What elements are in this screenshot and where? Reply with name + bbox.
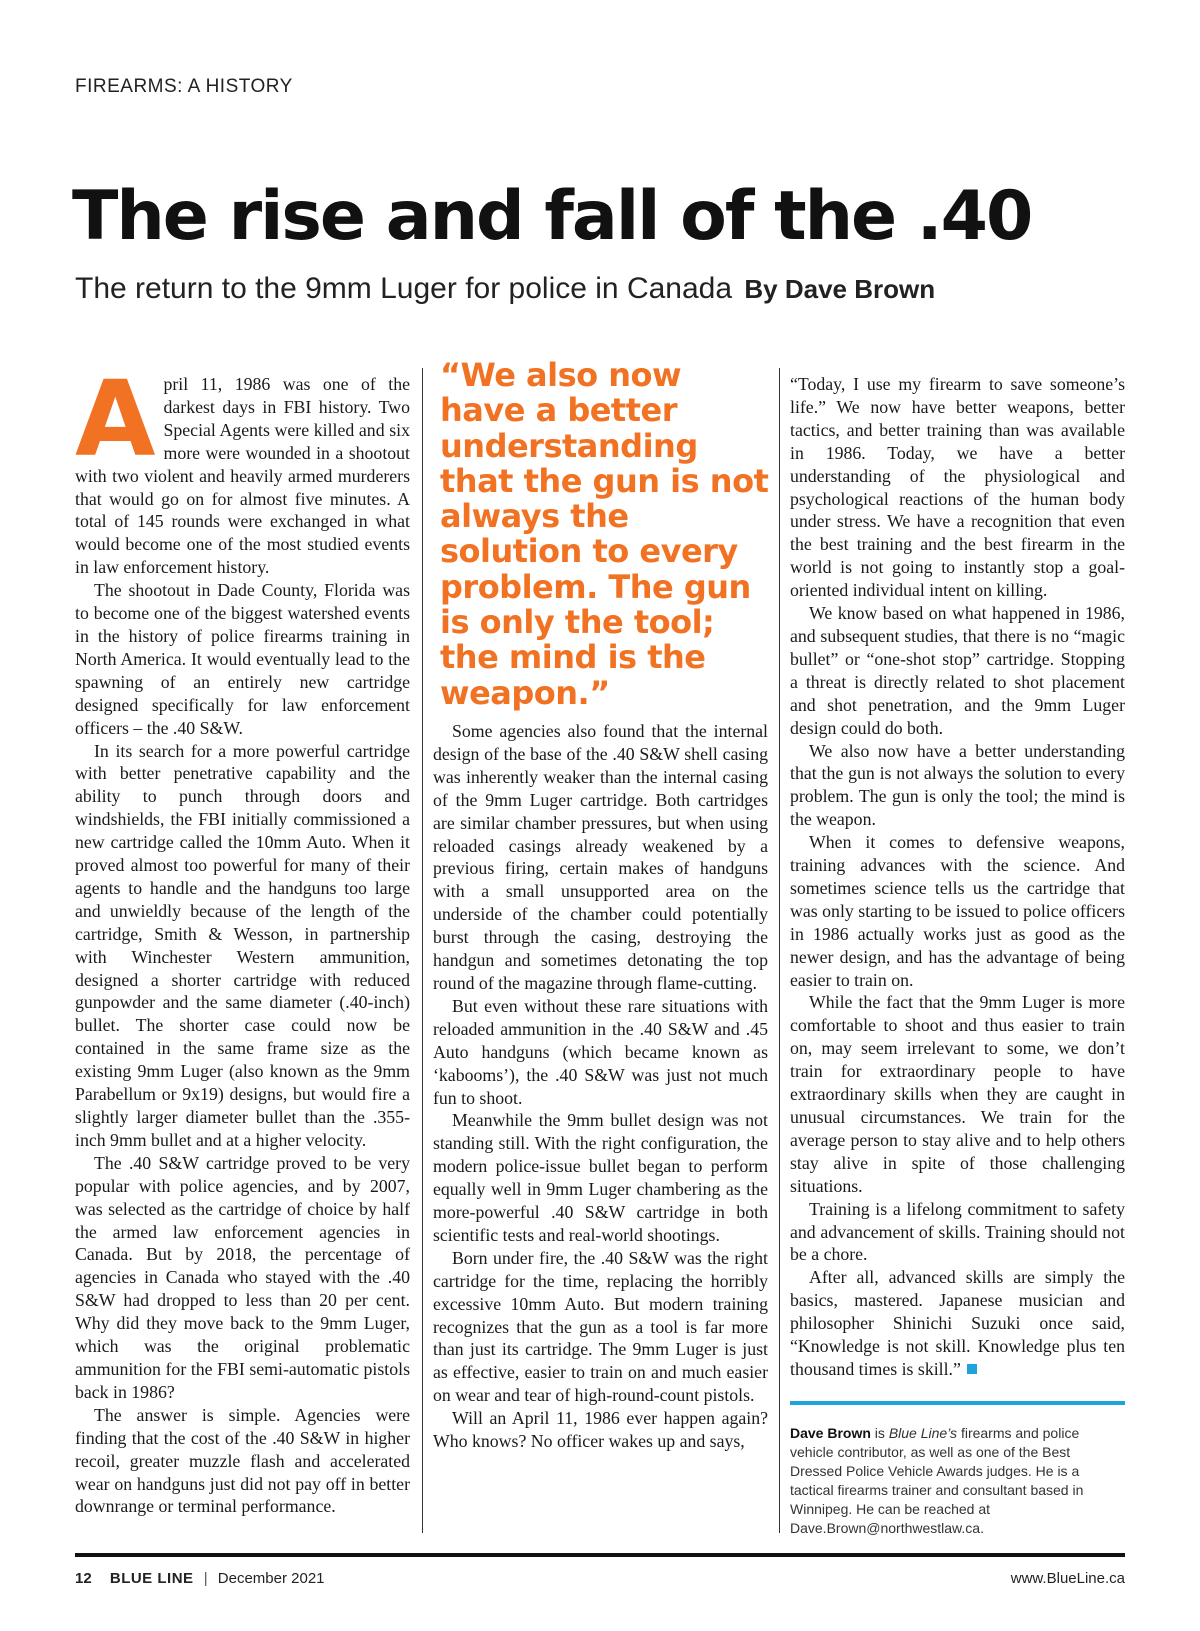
article-paragraph: In its search for a more powerful cartridge with better penetrative capability and the ability to punch through doors and windshields, the FBI initially commissioned a new cartridge called the 10mm Auto. When it proved almost too powerful for many of their agents to handle and the handguns too large and unwieldly because of the length of the cartridge, Smith & Wesson, in partnership with Winchester Western ammunition, designed a shorter cartridge with reduced gunpowder and the same diameter (.40-inch) bullet. The shorter case could now be contained in the same frame size as the existing 9mm Luger (also known as the 9mm Parabellum or 9x19) designs, but would fire a slightly larger diameter bullet than the .355-inch 9mm bullet and at a higher velocity. <box>75 740 410 1150</box>
bio-publication: Blue Line’s <box>888 1425 958 1441</box>
article-paragraph: We also now have a better understanding that the gun is not always the solution to every problem. The gun is only the tool; the mind is the weapon. <box>790 740 1125 830</box>
article-paragraph <box>75 358 410 579</box>
section-label: FIREARMS: A HISTORY <box>75 76 293 97</box>
bio-divider <box>790 1401 1125 1405</box>
article-paragraph: Meanwhile the 9mm bullet design was not standing still. With the right configuration, the modern police-issue bullet began to perform equally well in 9mm Luger chambering as the more-powerful .40 S&W cartridge in both scientific tests and real-world shootings. <box>433 1110 768 1245</box>
article-paragraph: Will an April 11, 1986 ever happen again? Who knows? No officer wakes up and says, <box>433 1408 768 1452</box>
article-column-3 <box>790 373 1125 1381</box>
page-number: 12 <box>75 1570 92 1587</box>
article-paragraph: The shootout in Dade County, Florida was to become one of the biggest watershed events in the history of police firearms training in North America. It would eventually lead to the spawning of an entirely new cartridge designed specifically for law enforcement officers – the .40 S&W. <box>75 580 410 738</box>
article-paragraph: “Today, I use my firearm to save someone’s life.” We now have better weapons, better tactics, and better training than was available in 1986. Today, we have a better understanding of the physiological and psychological reactions of the human body under stress. We have a recognition that even the best training and the best firearm in the world is not going to instantly stop a goal-oriented individual intent on killing. <box>790 374 1125 601</box>
article-paragraph: Some agencies also found that the internal design of the base of the .40 S&W shell casing was inherently weaker than the internal casing of the 9mm Luger cartridge. Both cartridges are similar chamber pressures, but when using reloaded casings already weakened by a previous firing, certain makes of handguns with a small unsupported area on the underside of the chamber could potentially burst through the casing, destroying the handgun and sometimes detonating the top round of the magazine through flame-cutting. <box>433 721 768 993</box>
bio-is: is <box>870 1425 889 1441</box>
bio-author-name: Dave Brown <box>790 1425 871 1441</box>
deck-text: The return to the 9mm Luger for police in Canada <box>75 272 733 305</box>
footer-separator: | <box>203 1570 208 1587</box>
deck <box>75 272 935 306</box>
website-url: www.BlueLine.ca <box>1010 1570 1125 1587</box>
footer-rule <box>75 1553 1125 1557</box>
page-footer <box>75 1570 1125 1590</box>
drop-cap: A <box>75 358 156 480</box>
article-paragraph: The answer is simple. Agencies were finding that the cost of the .40 S&W in higher recoil, greater muzzle flash and accelerated wear on handguns just did not pay off in better downrange or terminal performance. <box>75 1404 410 1517</box>
magazine-name: BLUE LINE <box>109 1570 194 1587</box>
paragraph-text: After all, advanced skills are simply the basics, mastered. Japanese musician and philosopher Shinichi Suzuki once said, “Knowledge is not skill. Knowledge plus ten thousand times is skill.” <box>790 1267 1125 1379</box>
bio-text: firearms and police vehicle contributor, as well as one of the Best Dressed Police Vehicle Awards judges. He is a tactical firearms trainer and consultant based in Winnipeg. He can be reached at Dave.Brown@northwestlaw.ca. <box>790 1425 1084 1536</box>
article-paragraph: Training is a lifelong commitment to safety and advancement of skills. Training should not be a chore. <box>790 1198 1125 1265</box>
headline: The rise and fall of the .40 <box>72 177 1032 256</box>
pull-quote: “We also now have a better understanding that the gun is not always the solution to every problem. The gun is only the tool; the mind is the weapon.” <box>440 356 769 712</box>
article-paragraph: When it comes to defensive weapons, training advances with the science. And sometimes science tells us the cartridge that was only starting to be issued to police officers in 1986 actually works just as good as the newer design, and has the advantage of being easier to train on. <box>790 832 1125 990</box>
end-of-article-square-icon <box>967 1364 977 1374</box>
article-column-1 <box>75 358 410 1518</box>
paragraph-text: pril 11, 1986 was one of the darkest days in FBI history. Two Special Agents were killed and six more were wounded in a shootout with two violent and heavily armed murderers that would go on for almost five minutes. A total of 145 rounds were exchanged in what would become one of the most studied events in law enforcement history. <box>75 374 410 578</box>
author-bio <box>790 1424 1125 1538</box>
article-paragraph: We know based on what happened in 1986, and subsequent studies, that there is no “magic bullet” or “one-shot stop” cartridge. Stopping a threat is directly related to shot placement and shot penetration, and the 9mm Luger design could do both. <box>790 603 1125 738</box>
article-column-2 <box>433 720 768 1453</box>
article-paragraph <box>790 1266 1125 1381</box>
column-divider <box>779 368 780 1533</box>
article-paragraph: But even without these rare situations with reloaded ammunition in the .40 S&W and .45 Auto handguns (which became known as ‘kabooms’), the .40 S&W was just not much fun to shoot. <box>433 995 768 1108</box>
byline: By Dave Brown <box>744 274 936 304</box>
article-paragraph: The .40 S&W cartridge proved to be very popular with police agencies, and by 2007, was selected as the cartridge of choice by half the armed law enforcement agencies in Canada. But by 2018, the percentage of agencies in Canada who stayed with the .40 S&W had dropped to less than 20 per cent. Why did they move back to the 9mm Luger, which was the original problematic ammunition for the FBI semi-automatic pistols back in 1986? <box>75 1152 410 1402</box>
article-paragraph: Born under fire, the .40 S&W was the right cartridge for the time, replacing the horribly excessive 10mm Auto. But modern training recognizes that the gun as a tool is far more than just its cartridge. The 9mm Luger is just as effective, easier to train on and much easier on wear and tear of high-round-count pistols. <box>433 1247 768 1406</box>
article-paragraph: While the fact that the 9mm Luger is more comfortable to shoot and thus easier to train on, may seem irrelevant to some, we don’t train for extraordinary people to have extraordinary skills when they are caught in unusual circumstances. We train for the average person to stay alive and to help others stay alive in spite of those challenging situations. <box>790 992 1125 1196</box>
issue-date: December 2021 <box>217 1570 325 1587</box>
column-divider <box>422 368 423 1533</box>
